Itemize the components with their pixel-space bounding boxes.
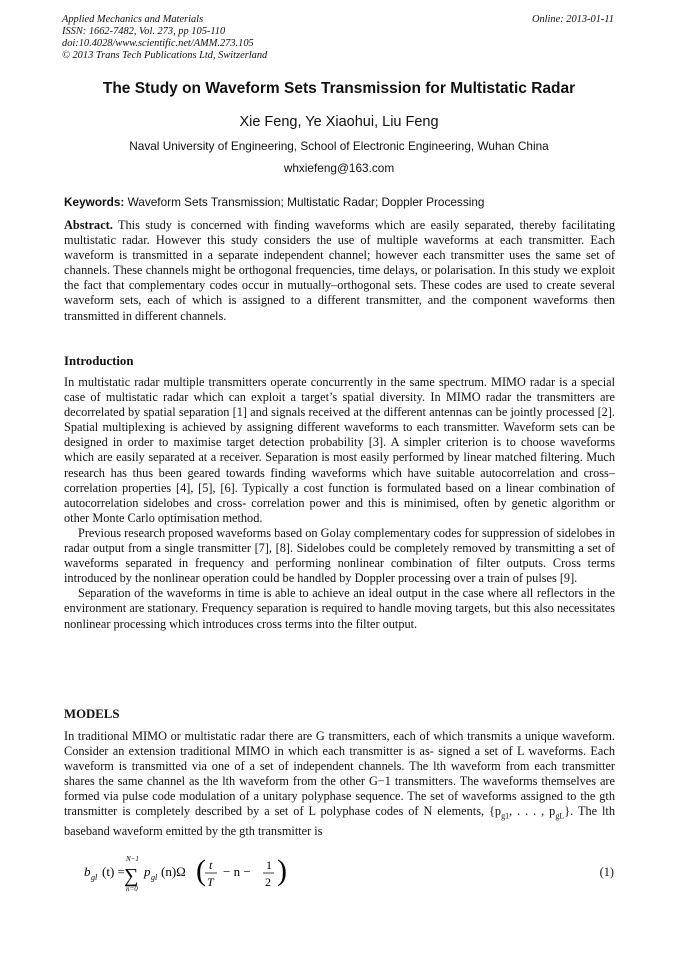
eq-frac-num: t	[209, 858, 213, 872]
doi-line: doi:10.4028/www.scientific.net/AMM.273.105	[62, 38, 254, 49]
author-email[interactable]: whxiefeng@163.com	[283, 161, 395, 175]
journal-name: Applied Mechanics and Materials	[62, 14, 204, 25]
eq-left-paren: (	[196, 854, 206, 887]
online-date: Online: 2013-01-11	[531, 14, 614, 25]
eq-minus-n: − n −	[223, 864, 251, 879]
journal-header	[62, 14, 267, 62]
intro-paragraph-3: Separation of the waveforms in time is able to achieve an ideal output in the case where all reflectors in the environment are stationary. Frequency separation is required to handle moving targets, but this also necessitates nonlinear processing which introduces cross terms into the filter output.	[64, 586, 615, 631]
eq-sum-sign: ∑	[124, 865, 139, 887]
eq-term-arg: (n)Ω	[161, 864, 186, 879]
introduction-body	[64, 375, 615, 632]
keywords-label: Keywords:	[64, 195, 125, 209]
eq-sum-lower: n=0	[126, 885, 138, 892]
paper-title: The Study on Waveform Sets Transmission for Multistatic Radar	[102, 80, 576, 97]
equation-1	[84, 852, 614, 892]
models-body	[64, 729, 615, 839]
eq-right-paren: )	[277, 854, 287, 887]
copyright-line: © 2013 Trans Tech Publications Ltd, Switzerland	[62, 50, 268, 61]
eq-term: p	[144, 864, 151, 879]
issn-line: ISSN: 1662-7482, Vol. 273, pp 105-110	[62, 26, 226, 37]
eq-lhs-sub: gl	[91, 873, 98, 882]
models-heading: MODELS	[64, 707, 120, 721]
intro-paragraph-1: In multistatic radar multiple transmitters operate concurrently in the same spectrum. MIMO radar is a special case of multistatic radar which can exploit a target’s spatial diversity. In MIMO radar the transmitters are decorrelated by spatial separation [1] and signals received at the different antennas can be jointly processed [2]. Spatial multiplexing is achieved by assigning different waveforms to each transmitter. Waveform sets can be designed in order to maximise target detection probability [3]. A simpler criterion is to choose waveforms which are easily separated at a receiver. Separation is most easily performed by linear matched filtering. Much research has thus been geared towards finding waveforms which have suitable autocorrelation and cross–correlation properties [4], [5], [6]. Typically a cost function is formulated based on a linear combination of autocorrelation sidelobes and cross- correlation power and this is minimised, often by genetic algorithm or other Monte Carlo optimisation method.	[64, 375, 615, 525]
eq-arg: (t) =	[102, 864, 125, 879]
abstract-label: Abstract.	[64, 218, 113, 232]
models-paragraph-1: In traditional MIMO or multistatic radar there are G transmitters, each of which transmits a unique waveform. Consider an extension traditional MIMO in which each transmitter is as- signed a set of L waveforms. Each waveform is transmitted via one of a set of independent channels. The lth waveform from each transmitter shares the same channel as the lth waveform from the other G−1 transmitters. The waveforms themselves are formed via pulse code modulation of a unitary polyphase sequence. The set of waveforms assigned to the gth transmitter is completely described by a set of L polyphase codes of N elements, {$p_{g1}$, . . . , $p_{gL}$}. The lth baseband waveform emitted by the gth transmitter is	[64, 729, 615, 839]
equation-number: (1)	[599, 865, 614, 879]
intro-paragraph-2: Previous research proposed waveforms based on Golay complementary codes for suppression of sidelobes in radar output from a single transmitter [7], [8]. Sidelobes could be completely removed by transmitting a set of waveforms separated in frequency and performing nonlinear combination of filter outputs. Cross terms introduced by the nonlinear operation could be handled by Doppler processing over a train of pulses [9].	[64, 525, 615, 586]
affiliation: Naval University of Engineering, School of Electronic Engineering, Wuhan China	[129, 139, 549, 153]
eq-term-sub: gl	[151, 873, 158, 882]
eq-sum-upper: N−1	[126, 855, 139, 863]
author-list: Xie Feng, Ye Xiaohui, Liu Feng	[239, 114, 439, 130]
eq-half-den: 2	[265, 875, 271, 889]
introduction-heading: Introduction	[64, 354, 134, 368]
keywords	[64, 195, 616, 209]
equation-formula	[84, 852, 584, 892]
eq-half-num: 1	[266, 858, 272, 872]
eq-lhs: b	[84, 864, 91, 879]
keywords-text: Waveform Sets Transmission; Multistatic Radar; Doppler Processing	[127, 195, 485, 209]
eq-frac-den: T	[207, 875, 214, 889]
abstract-text: This study is concerned with finding waveforms which are easily separated, thereby facilitating multistatic radar. However this study considers the use of multiple waveforms at each transmitter. Each waveform is transmitted in a separate independent channel; however each transmitter uses the same set of channels. These channels might be orthogonal frequencies, time delays, or polarisation. In this study we exploit the fact that complementary codes occur in mutually–orthogonal sets. These codes are used to create several waveform sets, each of which is assigned to a different transmitter, and the component waveforms then transmitted in different channels.	[64, 218, 615, 323]
abstract	[64, 218, 615, 324]
